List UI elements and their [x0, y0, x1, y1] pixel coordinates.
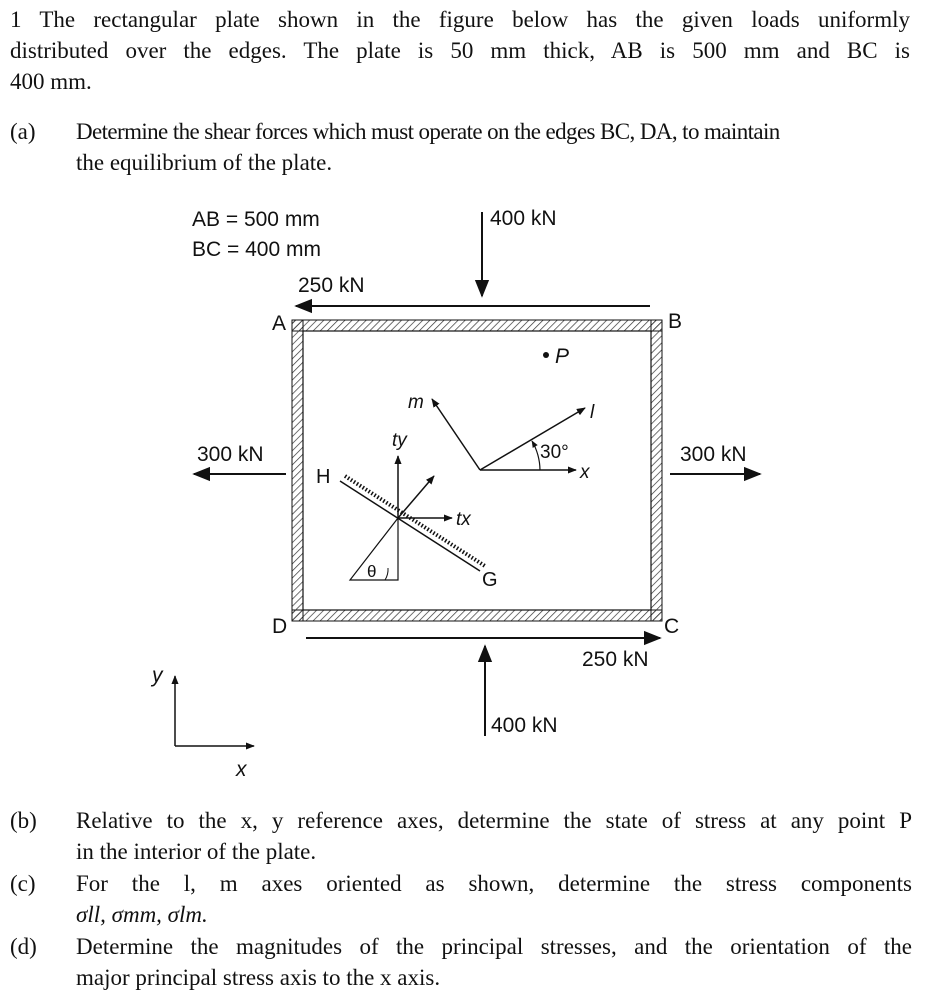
part-b-line-2: in the interior of the plate. — [76, 839, 317, 864]
top-normal-label: 400 kN — [490, 207, 557, 230]
left-normal-label: 300 kN — [197, 443, 264, 466]
part-d-line-2: major principal stress axis to the x axis. — [76, 965, 441, 990]
plate-edge-left — [292, 320, 303, 621]
corner-c: C — [664, 615, 680, 638]
point-p-dot — [543, 352, 549, 358]
part-c-label: (c) — [10, 871, 36, 896]
global-y-label: y — [152, 664, 163, 687]
point-p-label: P — [555, 345, 570, 368]
angle-label: 30° — [540, 442, 569, 463]
part-d-label: (d) — [10, 934, 37, 959]
section-h-label: H — [316, 466, 331, 488]
plate-edge-right — [651, 320, 662, 621]
plate-edge-bottom — [292, 610, 662, 621]
bottom-shear-label: 250 kN — [582, 648, 649, 671]
ty-label: ty — [392, 430, 407, 451]
m-axis-label: m — [408, 392, 424, 413]
top-shear-label: 250 kN — [298, 274, 365, 297]
part-d-line-1: Determine the magnitudes of the principal stresses, and the orientation of the — [76, 934, 912, 959]
plate-interior — [303, 331, 651, 610]
section-g-label: G — [482, 569, 498, 591]
plate — [292, 320, 662, 621]
intro-line-2: distributed over the edges. The plate is 50 mm thick, AB is 500 mm and BC is — [10, 38, 910, 63]
corner-a: A — [272, 312, 287, 335]
dim-ab: AB = 500 mm — [192, 208, 320, 231]
part-b-label: (b) — [10, 808, 37, 833]
part-c-line-1: For the l, m axes oriented as shown, determine the stress components — [76, 871, 912, 896]
part-b — [10, 805, 910, 869]
x-local-axis-label: x — [580, 462, 590, 483]
corner-d: D — [272, 615, 288, 638]
intro-line-3: 400 mm. — [10, 69, 92, 94]
dim-bc: BC = 400 mm — [192, 238, 321, 261]
part-b-line-1: Relative to the x, y reference axes, determine the state of stress at any point P — [76, 808, 912, 833]
part-d — [10, 931, 910, 995]
corner-b: B — [668, 310, 683, 333]
part-c — [10, 868, 910, 932]
part-a-line-1: Determine the shear forces which must operate on the edges BC, DA, to maintain — [76, 119, 780, 144]
l-axis-label: l — [590, 402, 595, 423]
part-a-line-2: the equilibrium of the plate. — [76, 150, 333, 175]
part-a-label: (a) — [10, 119, 36, 144]
right-normal-label: 300 kN — [680, 443, 747, 466]
intro-line-1: 1 The rectangular plate shown in the figure below has the given loads uniformly — [10, 7, 910, 32]
theta-label: θ — [367, 562, 377, 581]
global-x-label: x — [236, 758, 247, 781]
tx-label: tx — [456, 509, 471, 530]
bottom-normal-label: 400 kN — [491, 714, 558, 737]
plate-edge-top — [292, 320, 662, 331]
part-c-line-2: σll, σmm, σlm. — [76, 902, 208, 927]
